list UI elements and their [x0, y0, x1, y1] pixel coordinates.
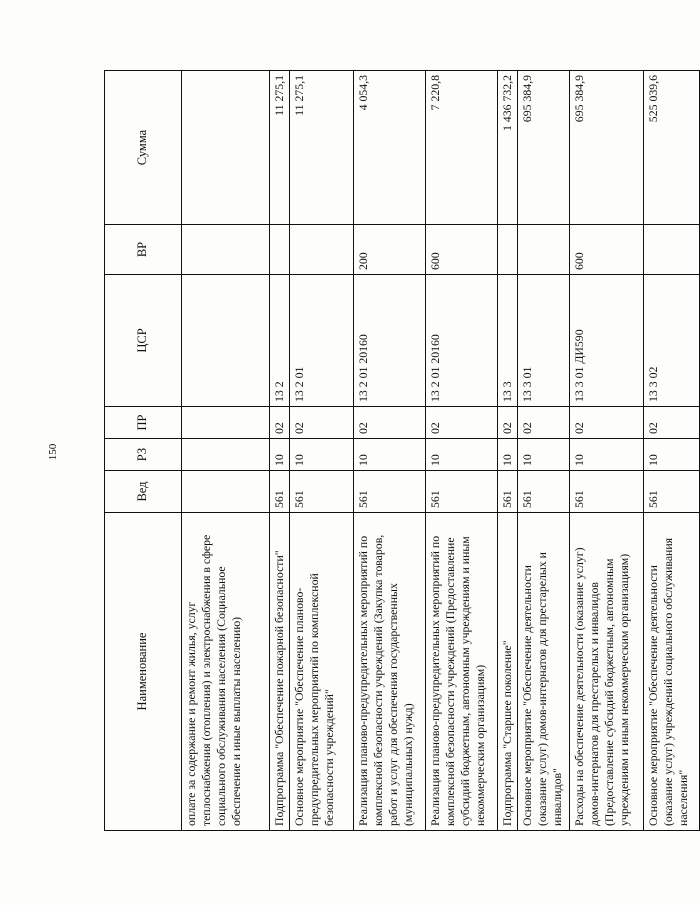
row-vr: 600	[426, 225, 498, 275]
row-rz: 10	[426, 439, 498, 471]
budget-table	[104, 70, 700, 831]
row-sum: 695 384,9	[518, 71, 570, 225]
row-name: Подпрограмма "Обеспечение пожарной безопасности"	[270, 513, 290, 831]
row-vr	[270, 225, 290, 275]
row-vr	[518, 225, 570, 275]
row-name: Реализация планово-предупредительных мероприятий по комплексной безопасности учреждений (Предоставление субсидий бюджетным, автономным учреждениям и иным некоммерческим организациям)	[426, 513, 498, 831]
row-sum: 11 275,1	[270, 71, 290, 225]
row-name: Основное мероприятие "Обеспечение планово-предупредительных мероприятий по комплексной безопасности учреждений"	[290, 513, 354, 831]
row-sum: 1 436 732,2	[498, 71, 518, 225]
row-csr: 13 2 01 20160	[426, 275, 498, 407]
page-number: 150	[47, 443, 59, 461]
header-rz: РЗ	[105, 439, 182, 471]
row-sum: 695 384,9	[570, 71, 644, 225]
table-row	[644, 71, 700, 831]
table-row	[270, 71, 290, 831]
header-ved: Вед	[105, 471, 182, 513]
row-pr: 02	[354, 407, 426, 439]
row-ved: 561	[498, 471, 518, 513]
row-pr	[182, 407, 270, 439]
row-rz: 10	[354, 439, 426, 471]
header-vr: ВР	[105, 225, 182, 275]
row-ved: 561	[644, 471, 700, 513]
header-csr: ЦСР	[105, 275, 182, 407]
header-sum: Сумма	[105, 71, 182, 225]
table-row	[290, 71, 354, 831]
table-row	[498, 71, 518, 831]
row-ved: 561	[270, 471, 290, 513]
row-pr: 02	[518, 407, 570, 439]
table-row	[354, 71, 426, 831]
row-csr: 13 3 02	[644, 275, 700, 407]
row-ved	[182, 471, 270, 513]
row-name: Расходы на обеспечение деятельности (оказание услуг) домов-интернатов для престарелых и инвалидов (Предоставление субсидий бюджетным, автономным учреждениям и иным некоммерческим организациям)	[570, 513, 644, 831]
row-rz: 10	[270, 439, 290, 471]
row-ved: 561	[354, 471, 426, 513]
table-row	[426, 71, 498, 831]
row-name: оплате за содержание и ремонт жилья, услуг теплоснабжения (отопления) и электроснабжения в сфере социального обслуживания населения (Социальное обеспечение и иные выплаты населению)	[182, 513, 270, 831]
row-csr: 13 3	[498, 275, 518, 407]
row-sum: 11 275,1	[290, 71, 354, 225]
row-sum: 7 220,8	[426, 71, 498, 225]
row-vr: 600	[570, 225, 644, 275]
row-csr	[182, 275, 270, 407]
row-pr: 02	[270, 407, 290, 439]
row-name: Подпрограмма "Старшее поколение"	[498, 513, 518, 831]
row-vr: 200	[354, 225, 426, 275]
row-rz: 10	[644, 439, 700, 471]
row-pr: 02	[644, 407, 700, 439]
row-csr: 13 3 01	[518, 275, 570, 407]
row-vr	[498, 225, 518, 275]
row-sum	[182, 71, 270, 225]
table-row	[518, 71, 570, 831]
table-row	[182, 71, 270, 831]
row-ved: 561	[290, 471, 354, 513]
row-name: Основное мероприятие "Обеспечение деятельности (оказание услуг) домов-интернатов для престарелых и инвалидов"	[518, 513, 570, 831]
row-vr	[290, 225, 354, 275]
row-csr: 13 3 01 ДИ590	[570, 275, 644, 407]
table-header-row	[105, 71, 182, 831]
row-rz: 10	[498, 439, 518, 471]
row-ved: 561	[518, 471, 570, 513]
row-pr: 02	[570, 407, 644, 439]
row-rz: 10	[518, 439, 570, 471]
row-vr	[644, 225, 700, 275]
row-csr: 13 2	[270, 275, 290, 407]
row-rz: 10	[570, 439, 644, 471]
row-csr: 13 2 01	[290, 275, 354, 407]
row-pr: 02	[498, 407, 518, 439]
row-pr: 02	[290, 407, 354, 439]
row-pr: 02	[426, 407, 498, 439]
row-csr: 13 2 01 20160	[354, 275, 426, 407]
table-row	[570, 71, 644, 831]
row-ved: 561	[426, 471, 498, 513]
header-name: Наименование	[105, 513, 182, 831]
row-sum: 4 054,3	[354, 71, 426, 225]
budget-table-container	[104, 71, 690, 831]
row-sum: 525 039,6	[644, 71, 700, 225]
row-rz: 10	[290, 439, 354, 471]
row-ved: 561	[570, 471, 644, 513]
row-name: Реализация планово-предупредительных мероприятий по комплексной безопасности учреждений (Закупка товаров, работ и услуг для обеспечения государственных (муниципальных) нужд)	[354, 513, 426, 831]
row-name: Основное мероприятие "Обеспечение деятельности (оказание услуг) учреждений социального обслуживания населения"	[644, 513, 700, 831]
row-vr	[182, 225, 270, 275]
header-pr: ПР	[105, 407, 182, 439]
row-rz	[182, 439, 270, 471]
